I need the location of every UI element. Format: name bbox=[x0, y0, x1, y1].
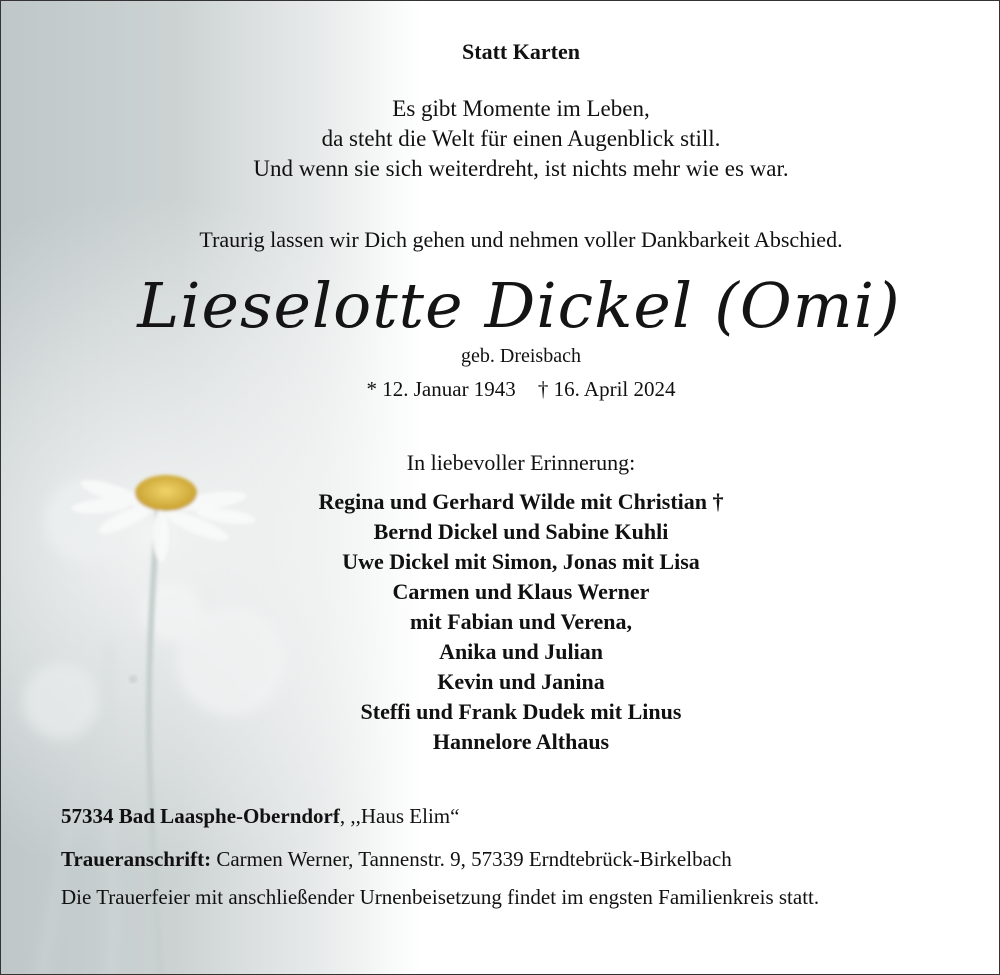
poem-line: da steht die Welt für einen Augenblick still. bbox=[321, 126, 721, 151]
poem bbox=[41, 94, 1000, 184]
deceased-name: Lieselotte Dickel (Omi) bbox=[137, 269, 901, 342]
death-date: † 16. April 2024 bbox=[537, 377, 676, 401]
ceremony-note: Die Trauerfeier mit anschließender Urnenbeisetzung findet im engsten Familienkreis statt. bbox=[61, 885, 820, 909]
location-rest: , ,,Haus Elim“ bbox=[339, 804, 460, 828]
poem-line: Und wenn sie sich weiterdreht, ist nichts mehr wie es war. bbox=[253, 156, 789, 181]
family-member: mit Fabian und Verena, bbox=[409, 609, 633, 634]
maiden-name: geb. Dreisbach bbox=[461, 345, 581, 367]
family-list bbox=[41, 487, 1000, 757]
family-member: Steffi und Frank Dudek mit Linus bbox=[360, 699, 682, 724]
location-line bbox=[61, 804, 961, 829]
poem-line: Es gibt Momente im Leben, bbox=[392, 96, 650, 121]
heading-statt-karten: Statt Karten bbox=[462, 39, 580, 64]
family-member: Kevin und Janina bbox=[437, 669, 605, 694]
family-member: Regina und Gerhard Wilde mit Christian † bbox=[318, 489, 724, 514]
contact-line bbox=[61, 847, 961, 872]
contact-value: Carmen Werner, Tannenstr. 9, 57339 Erndtebrück-Birkelbach bbox=[211, 847, 732, 871]
family-member: Hannelore Althaus bbox=[432, 729, 610, 754]
family-member: Carmen und Klaus Werner bbox=[392, 579, 650, 604]
life-dates bbox=[41, 377, 1000, 402]
location-bold: 57334 Bad Laasphe-Oberndorf bbox=[61, 804, 340, 828]
farewell-text: Traurig lassen wir Dich gehen und nehmen voller Dankbarkeit Abschied. bbox=[199, 227, 843, 252]
birth-date: * 12. Januar 1943 bbox=[366, 377, 516, 401]
memory-line: In liebevoller Erinnerung: bbox=[406, 450, 636, 475]
contact-label: Traueranschrift: bbox=[61, 847, 212, 871]
family-member: Uwe Dickel mit Simon, Jonas mit Lisa bbox=[342, 549, 700, 574]
family-member: Anika und Julian bbox=[439, 639, 603, 664]
family-member: Bernd Dickel und Sabine Kuhli bbox=[373, 519, 669, 544]
